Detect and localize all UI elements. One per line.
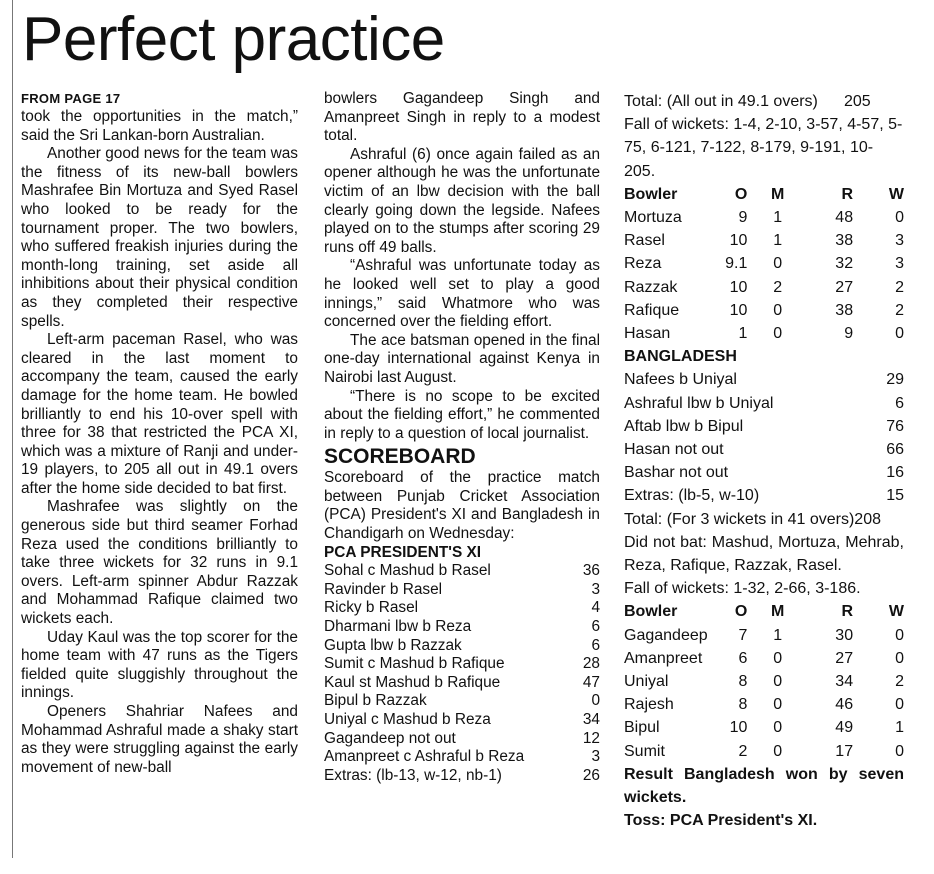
bowler-name: Uniyal [624,673,669,691]
bowler-name: Mortuza [624,209,682,227]
batter-runs: 6 [591,636,600,654]
batter-name: Bipul b Razzak [324,692,427,710]
batter-runs: 6 [895,394,904,412]
batter-runs: 29 [886,371,904,389]
bowler-overs: 10 [729,232,748,250]
bowler-name: Rafique [624,301,680,319]
batting-row [324,748,600,767]
bowler-name: Reza [624,255,662,273]
paragraph: took the opportunities in the match,” said the Sri Lankan-born Australian. [21,108,298,144]
batting-row [624,484,904,507]
bowler-wickets: 3 [895,255,904,273]
scoreboard-title: SCOREBOARD [324,445,476,469]
runs-header: R [841,603,854,621]
paragraph: Left-arm paceman Rasel, who was cleared in the last moment to accompany the team, caused the early damage for the home team. He bowled brilliantly to end his 10-over spell with three for 38 that restricted the PCA XI, which was a mixture of Ranji and under-19 players, to 205 all out in 49.1 overs after the home side decided to bat first. [21,331,298,497]
batter-name: Hasan not out [624,441,724,459]
bowler-runs: 46 [835,696,854,714]
article-column-2 [324,90,600,785]
bowling-row [624,252,904,275]
bowler-runs: 27 [835,649,854,667]
bowler-name: Hasan [624,325,671,343]
bowler-overs: 10 [729,719,748,737]
bowler-maidens: 0 [773,719,783,737]
bowler-overs: 9.1 [725,255,748,273]
batter-name: Aftab lbw b Bipul [624,417,744,435]
bowler-runs: 38 [835,232,854,250]
batter-runs: 3 [591,580,600,598]
bowler-maidens: 0 [773,301,783,319]
bowling-row [624,322,904,345]
bowler-name: Gagandeep [624,626,708,644]
bowler-wickets: 2 [895,278,904,296]
batter-name: Amanpreet c Ashraful b Reza [324,748,525,766]
batting-row [324,581,600,600]
bowler-runs: 38 [835,301,854,319]
bowler-maidens: 1 [773,626,783,644]
bowling-row [624,229,904,252]
batting-row [324,618,600,637]
team1-total-row [624,90,904,113]
batting-row [324,637,600,656]
paragraph: Ashraful (6) once again failed as an opener although he was the unfortunate victim of an lbw decision with the ball clearly going down the legside. Nafees played on to the stumps after scoring 29 runs off 49 balls. [324,145,600,256]
bowler-runs: 27 [835,278,854,296]
bowler-name: Razzak [624,278,678,296]
team1-total-label: Total: (All out in 49.1 overs) [624,93,818,110]
bowler-wickets: 0 [895,626,904,644]
batter-name: Gagandeep not out [324,729,456,747]
bowler-name: Rasel [624,232,665,250]
bowler-maidens: 1 [773,232,783,250]
batting-row [324,730,600,749]
team2-total: Total: (For 3 wickets in 41 overs)208 [624,510,881,528]
bowler-overs: 10 [729,278,748,296]
bowling-row [624,740,904,763]
bowler-overs: 9 [738,209,748,227]
bowling-row [624,299,904,322]
batter-name: Extras: (lb-5, w-10) [624,487,760,505]
bowler-wickets: 2 [895,673,904,691]
bowler-maidens: 0 [773,649,783,667]
batter-name: Dharmani lbw b Reza [324,618,472,636]
batter-name: Extras: (lb-13, w-12, nb-1) [324,766,502,784]
bowling-row [624,716,904,739]
batting-row [624,461,904,484]
batter-runs: 0 [591,692,600,710]
bowling-row [624,647,904,670]
batting-row [324,655,600,674]
overs-header: O [734,185,748,203]
bowler-name: Amanpreet [624,649,703,667]
bowler-overs: 8 [738,696,748,714]
wickets-header: W [888,185,904,203]
batter-runs: 36 [582,562,600,580]
overs-header: O [734,603,748,621]
headline: Perfect practice [22,5,445,74]
bowler-overs: 7 [738,626,748,644]
bowler-overs: 6 [738,649,748,667]
bowling-row [624,693,904,716]
column-rule [12,0,13,858]
bowling-row [624,670,904,693]
bowler-maidens: 0 [773,742,783,760]
batter-runs: 26 [582,766,600,784]
runs-header: R [841,185,854,203]
team2-fall-of-wickets: Fall of wickets: 1-32, 2-66, 3-186. [624,580,861,598]
bowler-maidens: 2 [773,278,783,296]
bowling-row [624,624,904,647]
bowler-runs: 32 [835,255,854,273]
bowler-overs: 8 [738,673,748,691]
batter-runs: 28 [582,655,600,673]
match-result: Result Bangladesh won by seven wickets. [624,765,904,807]
team1-total-runs: 205 [844,93,871,110]
batter-runs: 3 [591,748,600,766]
scoreboard-intro: Scoreboard of the practice match between Punjab Cricket Association (PCA) President's XI and Bangladesh in Chandigarh on Wednesday: [324,469,600,543]
paragraph: “Ashraful was unfortunate today as he looked well set to play a good innings,” said Whatmore who was concerned over the fielding effort. [324,257,600,331]
team2-title: BANGLADESH [624,348,737,366]
batter-runs: 12 [582,729,600,747]
bowler-overs: 2 [738,742,748,760]
batting-row [324,711,600,730]
bowler-runs: 17 [835,742,854,760]
bowler-wickets: 1 [895,719,904,737]
article-column-1 [21,90,298,777]
bowler-name: Bipul [624,719,660,737]
bowler-maidens: 0 [773,255,783,273]
batter-runs: 66 [886,441,904,459]
bowler-maidens: 0 [773,325,783,343]
paragraph: bowlers Gagandeep Singh and Amanpreet Singh in reply to a modest total. [324,90,600,145]
batting-row [324,767,600,786]
bowler-wickets: 3 [895,232,904,250]
from-page-label: FROM PAGE 17 [21,91,121,106]
team1-batting-list [324,562,600,785]
bowler-name: Rajesh [624,696,674,714]
bowler-wickets: 0 [895,649,904,667]
bowler-overs: 1 [738,325,748,343]
bowler-runs: 30 [835,626,854,644]
batting-row [624,438,904,461]
batter-runs: 6 [591,618,600,636]
batter-runs: 34 [582,711,600,728]
bowler-runs: 49 [835,719,854,737]
paragraph: The ace batsman opened in the final one-day international against Kenya in Nairobi last August. [324,331,600,386]
team1-fall-of-wickets: Fall of wickets: 1-4, 2-10, 3-57, 4-57, 5-75, 6-121, 7-122, 8-179, 9-191, 10-205. [624,116,903,180]
paragraph: “There is no scope to be excited about the fielding effort,” he commented in reply to a question of local journalist. [324,387,600,442]
bowler-maidens: 0 [773,673,783,691]
bowler-header: Bowler [624,603,678,621]
bowler-wickets: 0 [895,696,904,714]
bowler-runs: 34 [835,673,854,691]
batter-name: Gupta lbw b Razzak [324,636,462,654]
batter-name: Sumit c Mashud b Rafique [324,655,505,673]
bowling-row [624,276,904,299]
batter-name: Ricky b Rasel [324,599,419,617]
bowler-wickets: 0 [895,209,904,227]
bowler-wickets: 2 [895,301,904,319]
bowler-maidens: 0 [773,696,783,714]
batter-name: Nafees b Uniyal [624,371,737,389]
batter-runs: 76 [886,417,904,435]
toss-result: Toss: PCA President's XI. [624,812,818,830]
batting-row [324,599,600,618]
bowler-overs: 10 [729,301,748,319]
batter-runs: 16 [886,464,904,482]
batter-name: Kaul st Mashud b Rafique [324,673,501,691]
batter-name: Ashraful lbw b Uniyal [624,394,774,412]
batter-name: Uniyal c Mashud b Reza [324,711,491,728]
batting-row [324,692,600,711]
batter-name: Bashar not out [624,464,729,482]
bowling-header [624,600,904,623]
paragraph: Mashrafee was slightly on the generous side but third seamer Forhad Reza used the conditions brilliantly to take three wickets for 32 runs in 9.1 overs. Left-arm spinner Abdur Razzak and Mohammad Rafique claimed two wickets each. [21,498,298,628]
bowler-runs: 48 [835,209,854,227]
scoreboard-column [624,90,904,833]
did-not-bat: Did not bat: Mashud, Mortuza, Mehrab, Reza, Rafique, Razzak, Rasel. [624,533,904,575]
bowler-wickets: 0 [895,325,904,343]
bowler-runs: 9 [844,325,854,343]
bowler-wickets: 0 [895,742,904,760]
bowler-maidens: 1 [773,209,783,227]
batter-runs: 47 [582,673,600,691]
bowling-header [624,183,904,206]
bowling-row [624,206,904,229]
batter-runs: 4 [591,599,600,617]
bowler-header: Bowler [624,185,678,203]
paragraph: Another good news for the team was the fitness of its new-ball bowlers Mashrafee Bin Mortuza and Syed Rasel who looked to be ready for the tournament proper. The two bowlers, who suffered freakish injuries during the month-long training, set aside all inhibitions about their physical condition as they completed their respective spells. [21,145,298,330]
batting-row [324,562,600,581]
paragraph: Openers Shahriar Nafees and Mohammad Ashraful made a shaky start as they were struggling against the early movement of new-ball [21,703,298,776]
paragraph: Uday Kaul was the top scorer for the home team with 47 runs as the Tigers fielded quite sluggishly throughout the innings. [21,628,298,702]
batter-name: Ravinder b Rasel [324,580,443,598]
wickets-header: W [888,603,904,621]
batter-runs: 15 [886,487,904,505]
maidens-header: M [771,603,785,621]
team1-title: PCA PRESIDENT'S XI [324,543,482,561]
batting-row [324,674,600,693]
batting-row [624,368,904,391]
batter-name: Sohal c Mashud b Rasel [324,562,491,580]
bowler-name: Sumit [624,742,665,760]
maidens-header: M [771,185,785,203]
batting-row [624,415,904,438]
batting-row [624,392,904,415]
